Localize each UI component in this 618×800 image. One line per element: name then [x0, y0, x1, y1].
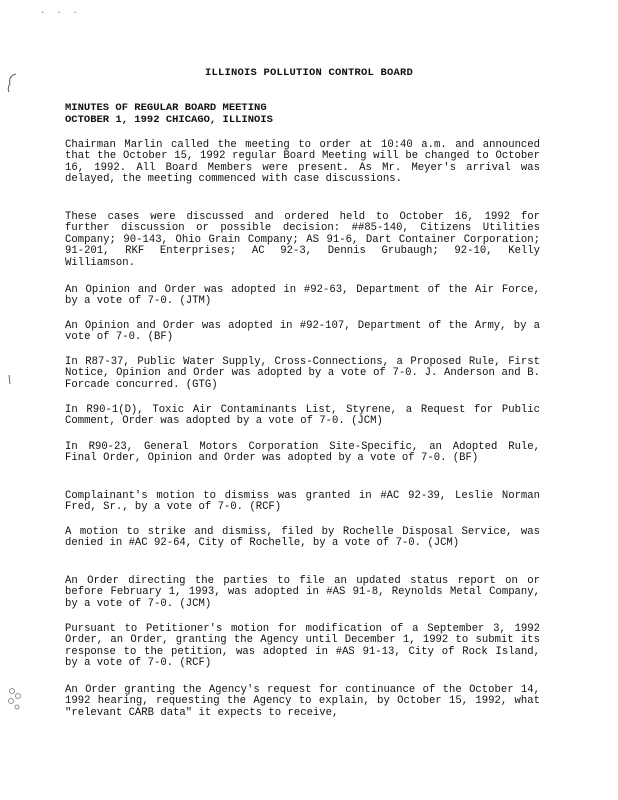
- scan-speck-top: · · ·: [40, 8, 78, 18]
- meeting-date-place: OCTOBER 1, 1992 CHICAGO, ILLINOIS: [65, 114, 273, 126]
- paragraph-as-91-8: An Order directing the parties to file an updated status report on or before February 1, 1993, was adopted in #AS 91-8, Reynolds Metal Company, by a vote of 7-0. (JCM): [65, 575, 540, 610]
- paragraph-ac-92-39: Complainant's motion to dismiss was granted in #AC 92-39, Leslie Norman Fred, Sr., by a vote of 7-0. (RCF): [65, 490, 540, 514]
- paragraph-92-107: An Opinion and Order was adopted in #92-107, Department of the Army, by a vote of 7-0. (BF): [65, 320, 540, 344]
- scan-mark-left-bottom: [4, 686, 26, 712]
- paragraph-ac-92-64: A motion to strike and dismiss, filed by Rochelle Disposal Service, was denied in #AC 92-64, City of Rochelle, by a vote of 7-0. (JCM): [65, 526, 540, 550]
- paragraph-as-91-13: Pursuant to Petitioner's motion for modification of a September 3, 1992 Order, an Order, granting the Agency until December 1, 1992 to submit its response to the petition, was adopted in #AS 91-13, City of Rock Island, by a vote of 7-0. (RCF): [65, 623, 540, 670]
- paragraph-92-63: An Opinion and Order was adopted in #92-63, Department of the Air Force, by a vote of 7-0. (JTM): [65, 284, 540, 308]
- paragraph-continuance: An Order granting the Agency's request for continuance of the October 14, 1992 hearing, requesting the Agency to explain, by October 15, 1992, what "relevant CARB data" it expects to receive,: [65, 684, 540, 719]
- paragraph-r90-23: In R90-23, General Motors Corporation Site-Specific, an Adopted Rule, Final Order, Opinion and Order was adopted by a vote of 7-0. (BF): [65, 441, 540, 465]
- paragraph-cases-held: These cases were discussed and ordered held to October 16, 1992 for further discussion or possible decision: ##85-140, Citizens Utilities Company; 90-143, Ohio Grain Company; AS 91-6, Dart Container Corporation; 91-201, RKF Enterprises; AC 92-3, Dennis Grubaugh; 92-10, Kelly Williamson.: [65, 211, 540, 269]
- paragraph-r90-1d: In R90-1(D), Toxic Air Contaminants List, Styrene, a Request for Public Comment, Order was adopted by a vote of 7-0. (JCM): [65, 404, 540, 428]
- paragraph-call-to-order: Chairman Marlin called the meeting to order at 10:40 a.m. and announced that the October 15, 1992 regular Board Meeting will be changed to October 16, 1992. All Board Members were present. As Mr. Meyer's arrival was delayed, the meeting commenced with case discussions.: [65, 139, 540, 186]
- paragraph-r87-37: In R87-37, Public Water Supply, Cross-Connections, a Proposed Rule, First Notice, Opinion and Order was adopted by a vote of 7-0. J. Anderson and B. Forcade concurred. (GTG): [65, 356, 540, 391]
- meeting-title: MINUTES OF REGULAR BOARD MEETING: [65, 102, 267, 114]
- board-title: ILLINOIS POLLUTION CONTROL BOARD: [204, 67, 414, 79]
- scan-mark-left-mid: [6, 374, 14, 386]
